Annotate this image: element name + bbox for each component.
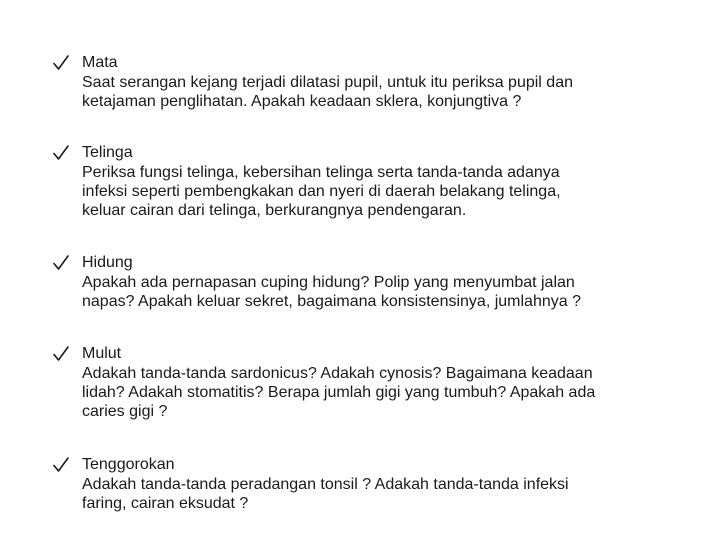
description-line: ketajaman penglihatan. Apakah keadaan sklera, konjungtiva ? [82,93,522,110]
description-line: napas? Apakah keluar sekret, bagaimana konsistensinya, jumlahnya ? [82,293,581,310]
checkmark-icon [52,456,70,474]
item-title: Hidung [82,254,133,271]
item-title: Mata [82,54,118,71]
item-description [82,364,687,421]
description-line: Periksa fungsi telinga, kebersihan telinga serta tanda-tanda adanya [82,164,560,181]
item-description [82,73,687,111]
item-title: Telinga [82,144,133,161]
checkmark-icon [52,345,70,363]
description-line: Saat serangan kejang terjadi dilatasi pupil, untuk itu periksa pupil dan [82,74,573,91]
checkmark-icon [52,144,70,162]
item-title: Tenggorokan [82,456,175,473]
description-line: caries gigi ? [82,403,168,420]
item-description [82,273,687,311]
checkmark-icon [52,54,70,72]
description-line: Apakah ada pernapasan cuping hidung? Polip yang menyumbat jalan [82,274,575,291]
item-description [82,163,687,220]
description-line: faring, cairan eksudat ? [82,495,249,512]
description-line: Adakah tanda-tanda peradangan tonsil ? Adakah tanda-tanda infeksi [82,476,569,493]
checkmark-icon [52,254,70,272]
description-line: keluar cairan dari telinga, berkurangnya pendengaran. [82,202,467,219]
item-description [82,475,687,513]
description-line: infeksi seperti pembengkakan dan nyeri di daerah belakang telinga, [82,183,561,200]
item-title: Mulut [82,345,122,362]
description-line: lidah? Adakah stomatitis? Berapa jumlah gigi yang tumbuh? Apakah ada [82,384,596,401]
description-line: Adakah tanda-tanda sardonicus? Adakah cynosis? Bagaimana keadaan [82,365,593,382]
